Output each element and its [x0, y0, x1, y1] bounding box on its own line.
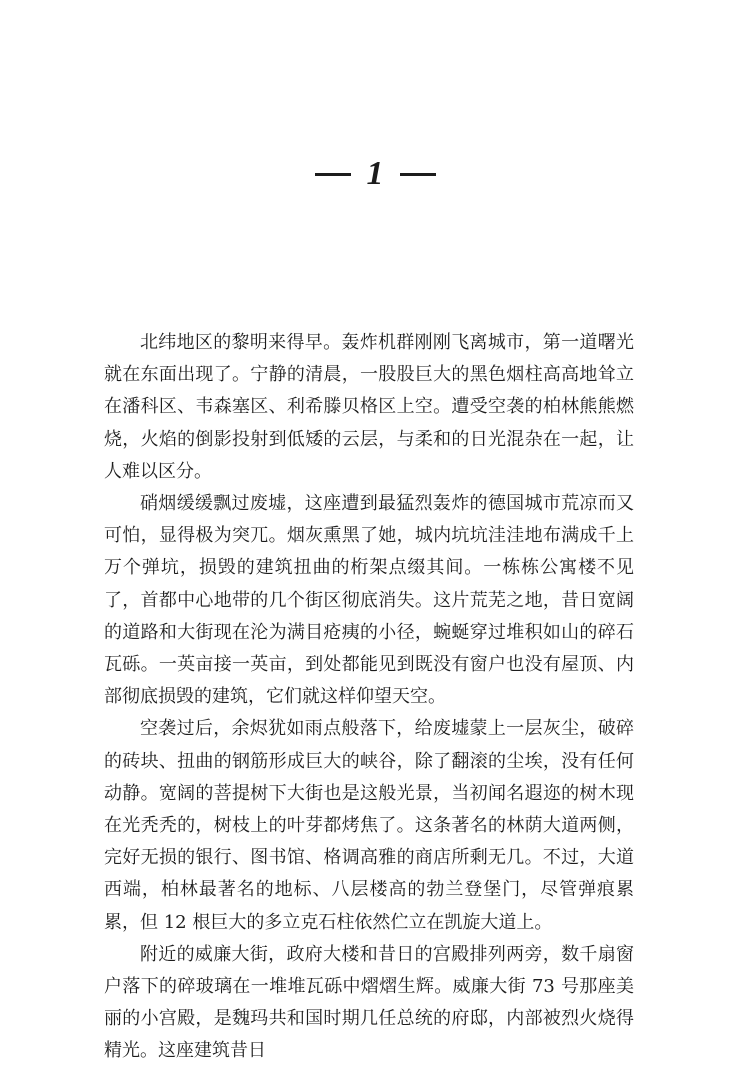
paragraph: 空袭过后，余烬犹如雨点般落下，给废墟蒙上一层灰尘，破碎的砖块、扭曲的钢筋形成巨大的峡谷，除了翻滚的尘埃，没有任何动静。宽阔的菩提树下大街也是这般光景，当初闻名遐迩的树木现在光秃秃的，树枝上的叶芽都烤焦了。这条著名的林荫大道两侧，完好无损的银行、图书馆、格调高雅的商店所剩无几。不过，大道西端，柏林最著名的地标、八层楼高的勃兰登堡门，尽管弹痕累累，但 12 根巨大的多立克石柱依然伫立在凯旋大道上。 — [104, 718, 634, 933]
chapter-heading — [0, 148, 750, 200]
chapter-number: 1 — [366, 155, 384, 192]
chapter-body — [104, 327, 634, 1068]
paragraph: 北纬地区的黎明来得早。轰炸机群刚刚飞离城市，第一道曙光就在东面出现了。宁静的清晨，一股股巨大的黑色烟柱高高地耸立在潘科区、韦森塞区、利希滕贝格区上空。遭受空袭的柏林熊熊燃烧，火焰的倒影投射到低矮的云层，与柔和的日光混杂在一起，让人难以区分。 — [104, 332, 634, 482]
paragraph: 附近的威廉大街，政府大楼和昔日的宫殿排列两旁，数千扇窗户落下的碎玻璃在一堆堆瓦砾中熠熠生辉。威廉大街 73 号那座美丽的小宫殿，是魏玛共和国时期几任总统的府邸，内部被烈火烧得精光。这座建筑昔日 — [104, 943, 634, 1062]
heading-dash-left — [315, 173, 351, 176]
heading-dash-right — [400, 173, 436, 176]
paragraph: 硝烟缓缓飘过废墟，这座遭到最猛烈轰炸的德国城市荒凉而又可怕，显得极为突兀。烟灰熏黑了她，城内坑坑洼洼地布满成千上万个弹坑，损毁的建筑扭曲的桁架点缀其间。一栋栋公寓楼不见了，首都中心地带的几个街区彻底消失。这片荒芜之地，昔日宽阔的道路和大街现在沦为满目疮痍的小径，蜿蜒穿过堆积如山的碎石瓦砾。一英亩接一英亩，到处都能见到既没有窗户也没有屋顶、内部彻底损毁的建筑，它们就这样仰望天空。 — [104, 493, 634, 708]
